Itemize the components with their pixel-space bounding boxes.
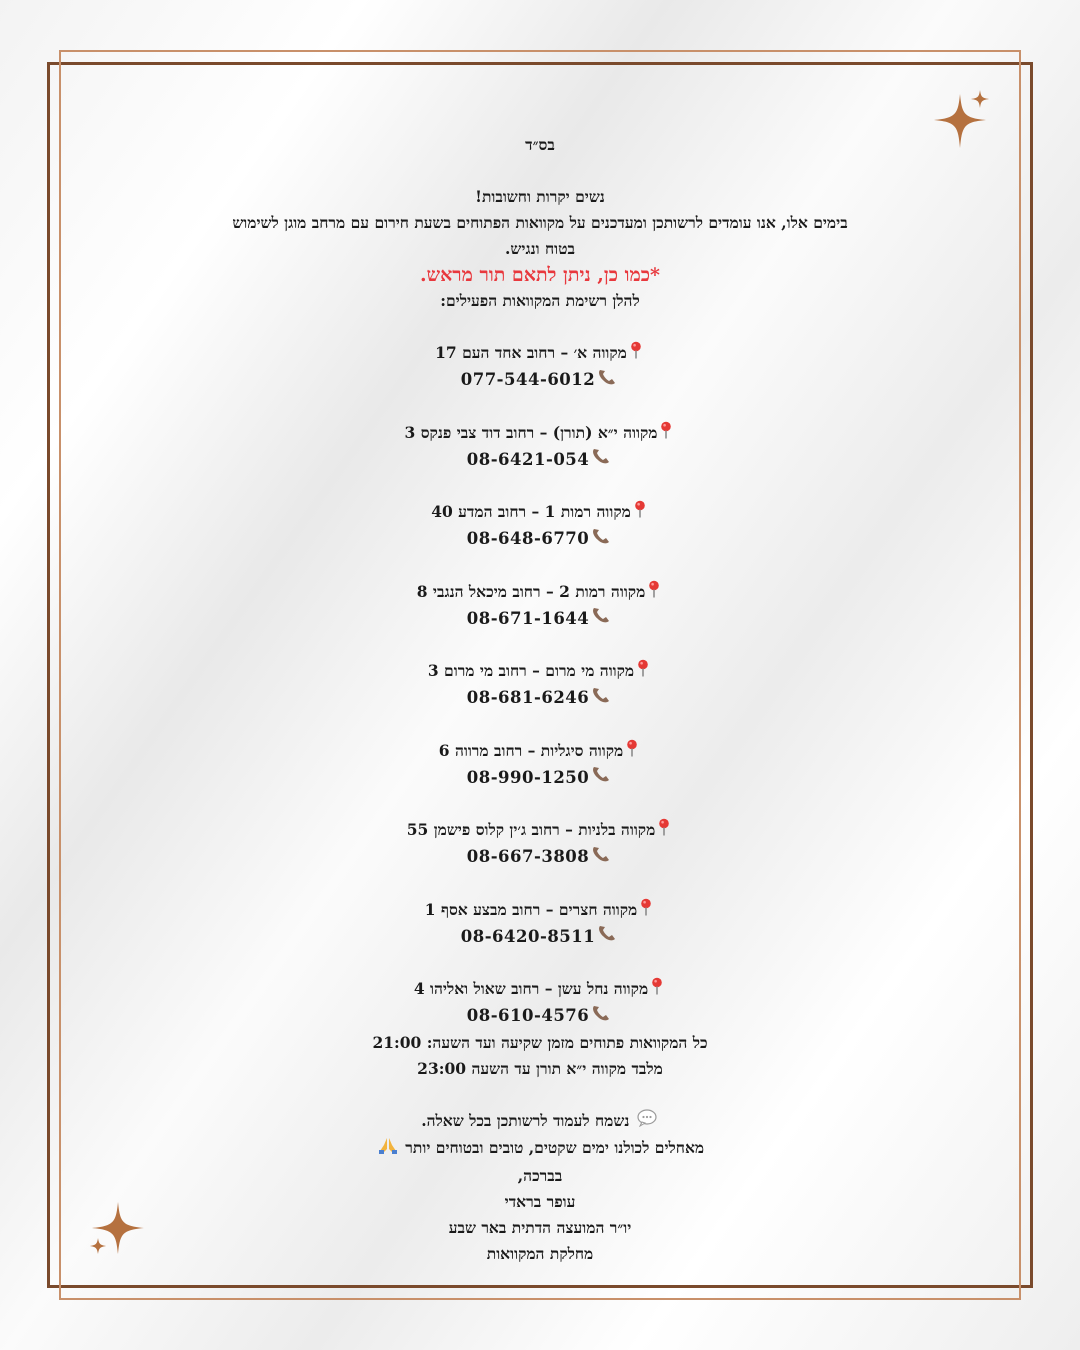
signer-name: עופר בראדי (504, 1191, 576, 1211)
mikve-phone-number[interactable]: 08-990-1250 (466, 767, 590, 787)
mikve-phone-number[interactable]: 08-6420-8511 (460, 926, 596, 946)
mikve-phone[interactable] (140, 1003, 940, 1030)
mikve-address-text: מקווה נחל עשן – רחוב שאול ואליהו 4 (413, 979, 649, 998)
mikve-address (140, 976, 940, 1003)
phone-icon (597, 924, 617, 950)
mikve-phone-number[interactable]: 08-681-6246 (466, 688, 590, 707)
mikve-address (140, 499, 940, 526)
mikve-address-text: מקווה בלניות – רחוב ג׳ין קלוס פישמן 55 (406, 820, 656, 839)
mikve-address (140, 340, 940, 367)
phone-icon (591, 845, 611, 871)
pin-icon (657, 818, 671, 844)
mikve-phone[interactable] (140, 367, 940, 394)
mikve-address (140, 897, 940, 924)
mikve-phone-number[interactable]: 08-667-3808 (466, 847, 590, 866)
greeting: נשים יקרות וחשובות! (475, 187, 605, 206)
speech-bubble-icon (637, 1109, 657, 1135)
mikve-address-text: מקווה א׳ – רחוב אחד העם 17 (435, 343, 627, 362)
pin-icon (639, 898, 653, 924)
mikve-address-text: מקווה רמות 1 – רחוב המדע 40 (431, 502, 631, 521)
intro-line-1: בימים אלו, אנו עומדים לרשותכן ומעדכנים על מקוואות הפתוחים בשעת חירום עם מרחב מוגן לשימוש (232, 213, 848, 232)
regards: בברכה, (517, 1165, 563, 1185)
mikve-phone-number[interactable]: 08-671-1644 (466, 608, 590, 628)
mikve-phone-number[interactable]: 08-648-6770 (466, 529, 590, 548)
mikve-address (140, 420, 940, 447)
mikve-address (140, 738, 940, 765)
pin-icon (650, 977, 664, 1003)
phone-icon (591, 447, 611, 473)
mikve-phone-number[interactable]: 08-610-4576 (466, 1006, 590, 1025)
notice-content (140, 132, 940, 1267)
closing-line-2 (140, 1135, 940, 1163)
mikve-address-text: מקווה מי מרום – רחוב מי מרום 3 (427, 661, 635, 680)
closing-line-1 (140, 1108, 940, 1135)
signer-title: יו״ר המועצה הדתית באר שבע (448, 1217, 632, 1237)
pin-icon (659, 421, 673, 447)
phone-icon (597, 368, 617, 394)
department: מחלקת המקוואות (486, 1243, 594, 1263)
hours-line-2: מלבד מקווה י״א תורן עד השעה 23:00 (417, 1058, 663, 1078)
pin-icon (629, 341, 643, 367)
mikve-phone-number[interactable]: 077-544-6012 (460, 370, 596, 389)
mikve-phone[interactable] (140, 924, 940, 951)
closing-line-1-text: נשמח לעמוד לרשותכן בכל שאלה. (421, 1110, 630, 1130)
mikve-phone[interactable] (140, 447, 940, 474)
mikve-phone[interactable] (140, 685, 940, 712)
mikve-address (140, 579, 940, 606)
mikve-address (140, 817, 940, 844)
mikvaot-list (140, 340, 940, 1030)
mikve-address-text: מקווה סיגליות – רחוב מרווה 6 (438, 740, 624, 760)
praying-hands-icon (378, 1135, 398, 1163)
mikve-phone[interactable] (140, 844, 940, 871)
hours-line-1: כל המקוואות פתוחים מזמן שקיעה ועד השעה: 21:00 (372, 1032, 708, 1052)
mikve-address (140, 658, 940, 685)
mikve-address-text: מקווה י״א (תורן) – רחוב דוד צבי פנקס 3 (404, 422, 658, 442)
pin-icon (633, 500, 647, 526)
appointment-note: *כמו כן, ניתן לתאם תור מראש. (420, 264, 660, 286)
phone-icon (591, 606, 611, 632)
mikve-phone[interactable] (140, 526, 940, 553)
phone-icon (591, 1004, 611, 1030)
mikve-address-text: מקווה רמות 2 – רחוב מיכאל הנגבי 8 (416, 581, 646, 601)
pin-icon (625, 739, 639, 765)
mikve-phone[interactable] (140, 606, 940, 633)
mikve-address-text: מקווה חצרים – רחוב מבצע אסף 1 (424, 899, 638, 919)
closing-line-2-text: מאחלים לכולנו ימים שקטים, טובים ובטוחים יותר (405, 1137, 705, 1157)
header-text: בס״ד (525, 135, 555, 154)
mikve-phone-number[interactable]: 08-6421-054 (466, 449, 590, 469)
list-title: להלן רשימת המקוואות הפעילים: (440, 291, 640, 310)
phone-icon (591, 686, 611, 712)
pin-icon (636, 659, 650, 685)
phone-icon (591, 765, 611, 791)
phone-icon (591, 527, 611, 553)
pin-icon (647, 580, 661, 606)
mikve-phone[interactable] (140, 765, 940, 792)
intro-line-2: בטוח ונגיש. (505, 239, 575, 258)
